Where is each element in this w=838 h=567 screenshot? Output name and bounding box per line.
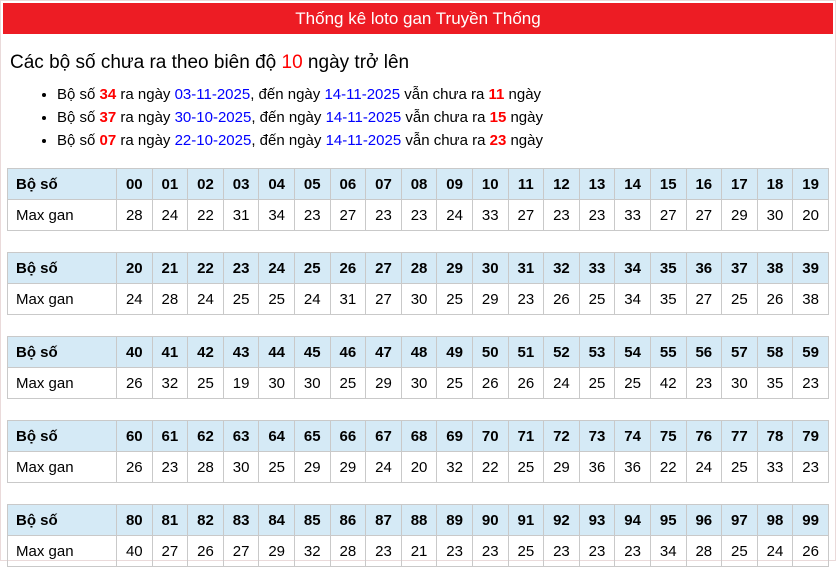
max-gan-cell: 28 (686, 536, 722, 567)
max-gan-table (7, 504, 829, 567)
gan-to-date: 14-11-2025 (325, 132, 402, 149)
max-gan-cell: 24 (686, 452, 722, 483)
bo-so-cell: 83 (223, 505, 259, 536)
bo-so-cell: 78 (757, 421, 793, 452)
max-gan-cell: 25 (437, 368, 473, 399)
bo-so-cell: 05 (294, 169, 330, 200)
bo-so-cell: 95 (650, 505, 686, 536)
bo-so-cell: 08 (401, 169, 437, 200)
max-gan-cell: 27 (686, 284, 722, 315)
text-segment: vẫn chưa ra (401, 109, 490, 126)
max-gan-cell: 32 (437, 452, 473, 483)
bo-so-cell: 58 (757, 337, 793, 368)
text-segment: Bộ số (57, 132, 100, 149)
max-gan-cell: 25 (508, 536, 544, 567)
bo-so-cell: 88 (401, 505, 437, 536)
bo-so-cell: 56 (686, 337, 722, 368)
gan-number: 07 (99, 132, 117, 149)
bo-so-cell: 89 (437, 505, 473, 536)
bo-so-cell: 20 (117, 253, 153, 284)
page-title: Thống kê loto gan Truyền Thống (295, 9, 541, 28)
bo-so-cell: 27 (366, 253, 402, 284)
max-gan-cell: 36 (579, 452, 615, 483)
bo-so-cell: 38 (757, 253, 793, 284)
text-segment: ngày (506, 109, 543, 126)
max-gan-cell: 25 (259, 284, 295, 315)
max-gan-cell: 25 (579, 284, 615, 315)
max-gan-cell: 23 (615, 536, 651, 567)
bo-so-cell: 18 (757, 169, 793, 200)
bo-so-cell: 16 (686, 169, 722, 200)
bo-so-cell: 99 (793, 505, 829, 536)
bo-so-label-cell: Bộ số (8, 505, 117, 536)
max-gan-cell: 24 (188, 284, 224, 315)
max-gan-row (8, 452, 829, 483)
bo-so-cell: 25 (294, 253, 330, 284)
max-gan-cell: 25 (508, 452, 544, 483)
bo-so-cell: 31 (508, 253, 544, 284)
bo-so-cell: 79 (793, 421, 829, 452)
bo-so-header-row (8, 421, 829, 452)
max-gan-cell: 26 (793, 536, 829, 567)
max-gan-cell: 28 (117, 200, 153, 231)
text-segment: vẫn chưa ra (400, 86, 489, 103)
bo-so-cell: 97 (722, 505, 758, 536)
bo-so-cell: 72 (544, 421, 580, 452)
max-gan-cell: 40 (117, 536, 153, 567)
max-gan-table (7, 420, 829, 483)
bo-so-cell: 51 (508, 337, 544, 368)
page-content (1, 52, 835, 567)
bo-so-cell: 80 (117, 505, 153, 536)
bo-so-cell: 45 (294, 337, 330, 368)
max-gan-cell: 27 (366, 284, 402, 315)
intro-suffix: ngày trở lên (302, 52, 410, 73)
max-gan-cell: 23 (686, 368, 722, 399)
max-gan-cell: 27 (650, 200, 686, 231)
max-gan-cell: 23 (579, 200, 615, 231)
bo-so-header-row (8, 337, 829, 368)
bo-so-cell: 50 (472, 337, 508, 368)
bo-so-cell: 84 (259, 505, 295, 536)
bo-so-cell: 90 (472, 505, 508, 536)
bo-so-cell: 92 (544, 505, 580, 536)
max-gan-cell: 34 (650, 536, 686, 567)
max-gan-cell: 27 (686, 200, 722, 231)
max-gan-cell: 33 (615, 200, 651, 231)
max-gan-label-cell: Max gan (8, 200, 117, 231)
bo-so-cell: 01 (152, 169, 188, 200)
max-gan-cell: 26 (757, 284, 793, 315)
max-gan-row (8, 536, 829, 567)
bo-so-header-row (8, 169, 829, 200)
bo-so-cell: 43 (223, 337, 259, 368)
bo-so-cell: 74 (615, 421, 651, 452)
bo-so-cell: 67 (366, 421, 402, 452)
bo-so-cell: 86 (330, 505, 366, 536)
max-gan-label-cell: Max gan (8, 284, 117, 315)
max-gan-cell: 29 (472, 284, 508, 315)
max-gan-cell: 23 (366, 536, 402, 567)
bo-so-cell: 81 (152, 505, 188, 536)
max-gan-cell: 36 (615, 452, 651, 483)
max-gan-cell: 31 (223, 200, 259, 231)
bo-so-cell: 94 (615, 505, 651, 536)
max-gan-cell: 26 (544, 284, 580, 315)
max-gan-cell: 25 (188, 368, 224, 399)
max-gan-cell: 30 (757, 200, 793, 231)
bo-so-cell: 09 (437, 169, 473, 200)
text-segment: ngày (504, 86, 542, 103)
max-gan-cell: 27 (330, 200, 366, 231)
bo-so-cell: 76 (686, 421, 722, 452)
max-gan-table (7, 168, 829, 231)
max-gan-cell: 28 (188, 452, 224, 483)
max-gan-cell: 35 (757, 368, 793, 399)
max-gan-cell: 28 (330, 536, 366, 567)
bo-so-cell: 46 (330, 337, 366, 368)
max-gan-cell: 22 (188, 200, 224, 231)
bo-so-cell: 37 (722, 253, 758, 284)
bo-so-cell: 06 (330, 169, 366, 200)
bo-so-label-cell: Bộ số (8, 253, 117, 284)
bo-so-cell: 77 (722, 421, 758, 452)
max-gan-cell: 23 (294, 200, 330, 231)
max-gan-cell: 24 (544, 368, 580, 399)
max-gan-cell: 30 (259, 368, 295, 399)
max-gan-cell: 29 (259, 536, 295, 567)
text-segment: Bộ số (57, 86, 100, 103)
bo-so-cell: 02 (188, 169, 224, 200)
bo-so-cell: 39 (793, 253, 829, 284)
gan-bullet-item (57, 84, 829, 105)
max-gan-cell: 25 (437, 284, 473, 315)
max-gan-cell: 25 (722, 536, 758, 567)
bo-so-cell: 66 (330, 421, 366, 452)
intro-threshold: 10 (281, 52, 303, 73)
bo-so-cell: 73 (579, 421, 615, 452)
text-segment: , đến ngày (251, 109, 326, 126)
bo-so-cell: 87 (366, 505, 402, 536)
bo-so-cell: 12 (544, 169, 580, 200)
max-gan-row (8, 284, 829, 315)
max-gan-row (8, 368, 829, 399)
max-gan-cell: 25 (330, 368, 366, 399)
max-gan-cell: 22 (650, 452, 686, 483)
gan-from-date: 22-10-2025 (174, 132, 252, 149)
max-gan-cell: 27 (508, 200, 544, 231)
bo-so-cell: 04 (259, 169, 295, 200)
max-gan-cell: 23 (366, 200, 402, 231)
max-gan-cell: 22 (472, 452, 508, 483)
max-gan-cell: 30 (294, 368, 330, 399)
bo-so-cell: 60 (117, 421, 153, 452)
max-gan-cell: 20 (401, 452, 437, 483)
bo-so-cell: 68 (401, 421, 437, 452)
bo-so-cell: 98 (757, 505, 793, 536)
text-segment: ra ngày (116, 109, 175, 126)
max-gan-cell: 32 (294, 536, 330, 567)
max-gan-label-cell: Max gan (8, 536, 117, 567)
max-gan-cell: 25 (223, 284, 259, 315)
max-gan-cell: 24 (757, 536, 793, 567)
text-segment: , đến ngày (250, 86, 325, 103)
gan-number: 34 (99, 86, 117, 103)
max-gan-label-cell: Max gan (8, 452, 117, 483)
bo-so-label-cell: Bộ số (8, 421, 117, 452)
max-gan-cell: 25 (722, 452, 758, 483)
max-gan-table (7, 336, 829, 399)
max-gan-cell: 21 (401, 536, 437, 567)
bo-so-cell: 32 (544, 253, 580, 284)
gan-from-date: 30-10-2025 (174, 109, 252, 126)
bo-so-cell: 70 (472, 421, 508, 452)
bo-so-cell: 64 (259, 421, 295, 452)
bo-so-label-cell: Bộ số (8, 337, 117, 368)
bo-so-cell: 23 (223, 253, 259, 284)
bo-so-cell: 10 (472, 169, 508, 200)
bo-so-cell: 40 (117, 337, 153, 368)
bo-so-cell: 13 (579, 169, 615, 200)
bo-so-cell: 47 (366, 337, 402, 368)
gan-days: 23 (489, 132, 507, 149)
max-gan-cell: 23 (544, 200, 580, 231)
max-gan-cell: 23 (437, 536, 473, 567)
max-gan-cell: 27 (152, 536, 188, 567)
bo-so-cell: 17 (722, 169, 758, 200)
page-header (3, 3, 833, 34)
max-gan-cell: 35 (650, 284, 686, 315)
bo-so-cell: 53 (579, 337, 615, 368)
max-gan-cell: 29 (722, 200, 758, 231)
gan-to-date: 14-11-2025 (325, 109, 402, 126)
max-gan-cell: 23 (401, 200, 437, 231)
gan-tables (7, 168, 829, 567)
max-gan-cell: 30 (223, 452, 259, 483)
max-gan-cell: 26 (472, 368, 508, 399)
max-gan-row (8, 200, 829, 231)
bo-so-cell: 91 (508, 505, 544, 536)
bo-so-cell: 71 (508, 421, 544, 452)
max-gan-cell: 30 (401, 368, 437, 399)
bo-so-cell: 03 (223, 169, 259, 200)
bo-so-label-cell: Bộ số (8, 169, 117, 200)
max-gan-cell: 29 (294, 452, 330, 483)
max-gan-cell: 42 (650, 368, 686, 399)
max-gan-cell: 30 (722, 368, 758, 399)
bo-so-cell: 33 (579, 253, 615, 284)
text-segment: ra ngày (116, 132, 175, 149)
bo-so-cell: 85 (294, 505, 330, 536)
max-gan-cell: 25 (259, 452, 295, 483)
max-gan-cell: 23 (793, 368, 829, 399)
text-segment: , đến ngày (251, 132, 326, 149)
max-gan-cell: 34 (615, 284, 651, 315)
bo-so-header-row (8, 253, 829, 284)
max-gan-cell: 23 (472, 536, 508, 567)
text-segment: Bộ số (57, 109, 100, 126)
gan-days: 15 (489, 109, 507, 126)
bo-so-cell: 61 (152, 421, 188, 452)
bo-so-cell: 35 (650, 253, 686, 284)
max-gan-cell: 23 (579, 536, 615, 567)
bo-so-cell: 00 (117, 169, 153, 200)
gan-bullet-list (7, 84, 829, 151)
max-gan-cell: 25 (722, 284, 758, 315)
bo-so-cell: 21 (152, 253, 188, 284)
bo-so-cell: 26 (330, 253, 366, 284)
max-gan-cell: 34 (259, 200, 295, 231)
max-gan-cell: 30 (401, 284, 437, 315)
max-gan-cell: 24 (294, 284, 330, 315)
bo-so-cell: 69 (437, 421, 473, 452)
max-gan-cell: 26 (117, 452, 153, 483)
bo-so-cell: 19 (793, 169, 829, 200)
max-gan-cell: 23 (508, 284, 544, 315)
gan-number: 37 (99, 109, 117, 126)
intro-heading (10, 52, 829, 74)
max-gan-label-cell: Max gan (8, 368, 117, 399)
max-gan-cell: 25 (615, 368, 651, 399)
bo-so-cell: 48 (401, 337, 437, 368)
max-gan-cell: 28 (152, 284, 188, 315)
max-gan-cell: 23 (152, 452, 188, 483)
bo-so-cell: 22 (188, 253, 224, 284)
bo-so-cell: 41 (152, 337, 188, 368)
max-gan-table (7, 252, 829, 315)
bo-so-cell: 14 (615, 169, 651, 200)
gan-to-date: 14-11-2025 (324, 86, 401, 103)
max-gan-cell: 27 (223, 536, 259, 567)
bo-so-cell: 42 (188, 337, 224, 368)
max-gan-cell: 26 (117, 368, 153, 399)
max-gan-cell: 26 (188, 536, 224, 567)
max-gan-cell: 23 (793, 452, 829, 483)
gan-bullet-item (57, 130, 829, 151)
bo-so-cell: 30 (472, 253, 508, 284)
max-gan-cell: 26 (508, 368, 544, 399)
bo-so-cell: 63 (223, 421, 259, 452)
bo-so-cell: 49 (437, 337, 473, 368)
max-gan-cell: 24 (366, 452, 402, 483)
bo-so-cell: 52 (544, 337, 580, 368)
bo-so-cell: 15 (650, 169, 686, 200)
bo-so-cell: 55 (650, 337, 686, 368)
bo-so-cell: 62 (188, 421, 224, 452)
max-gan-cell: 31 (330, 284, 366, 315)
gan-from-date: 03-11-2025 (174, 86, 251, 103)
bo-so-cell: 57 (722, 337, 758, 368)
bo-so-cell: 24 (259, 253, 295, 284)
bo-so-header-row (8, 505, 829, 536)
gan-bullet-item (57, 107, 829, 128)
bo-so-cell: 34 (615, 253, 651, 284)
bo-so-cell: 65 (294, 421, 330, 452)
max-gan-cell: 24 (117, 284, 153, 315)
bo-so-cell: 93 (579, 505, 615, 536)
max-gan-cell: 38 (793, 284, 829, 315)
text-segment: ngày (506, 132, 543, 149)
bo-so-cell: 29 (437, 253, 473, 284)
max-gan-cell: 33 (472, 200, 508, 231)
max-gan-cell: 24 (437, 200, 473, 231)
max-gan-cell: 29 (330, 452, 366, 483)
bo-so-cell: 07 (366, 169, 402, 200)
bo-so-cell: 82 (188, 505, 224, 536)
text-segment: vẫn chưa ra (401, 132, 490, 149)
bo-so-cell: 59 (793, 337, 829, 368)
max-gan-cell: 24 (152, 200, 188, 231)
gan-days: 11 (488, 86, 505, 103)
max-gan-cell: 20 (793, 200, 829, 231)
bo-so-cell: 54 (615, 337, 651, 368)
bo-so-cell: 28 (401, 253, 437, 284)
bo-so-cell: 11 (508, 169, 544, 200)
max-gan-cell: 33 (757, 452, 793, 483)
max-gan-cell: 32 (152, 368, 188, 399)
bo-so-cell: 36 (686, 253, 722, 284)
max-gan-cell: 29 (544, 452, 580, 483)
intro-prefix: Các bộ số chưa ra theo biên độ (10, 52, 282, 73)
text-segment: ra ngày (116, 86, 175, 103)
max-gan-cell: 25 (579, 368, 615, 399)
max-gan-cell: 19 (223, 368, 259, 399)
bo-so-cell: 44 (259, 337, 295, 368)
max-gan-cell: 23 (544, 536, 580, 567)
bo-so-cell: 96 (686, 505, 722, 536)
max-gan-cell: 29 (366, 368, 402, 399)
bo-so-cell: 75 (650, 421, 686, 452)
